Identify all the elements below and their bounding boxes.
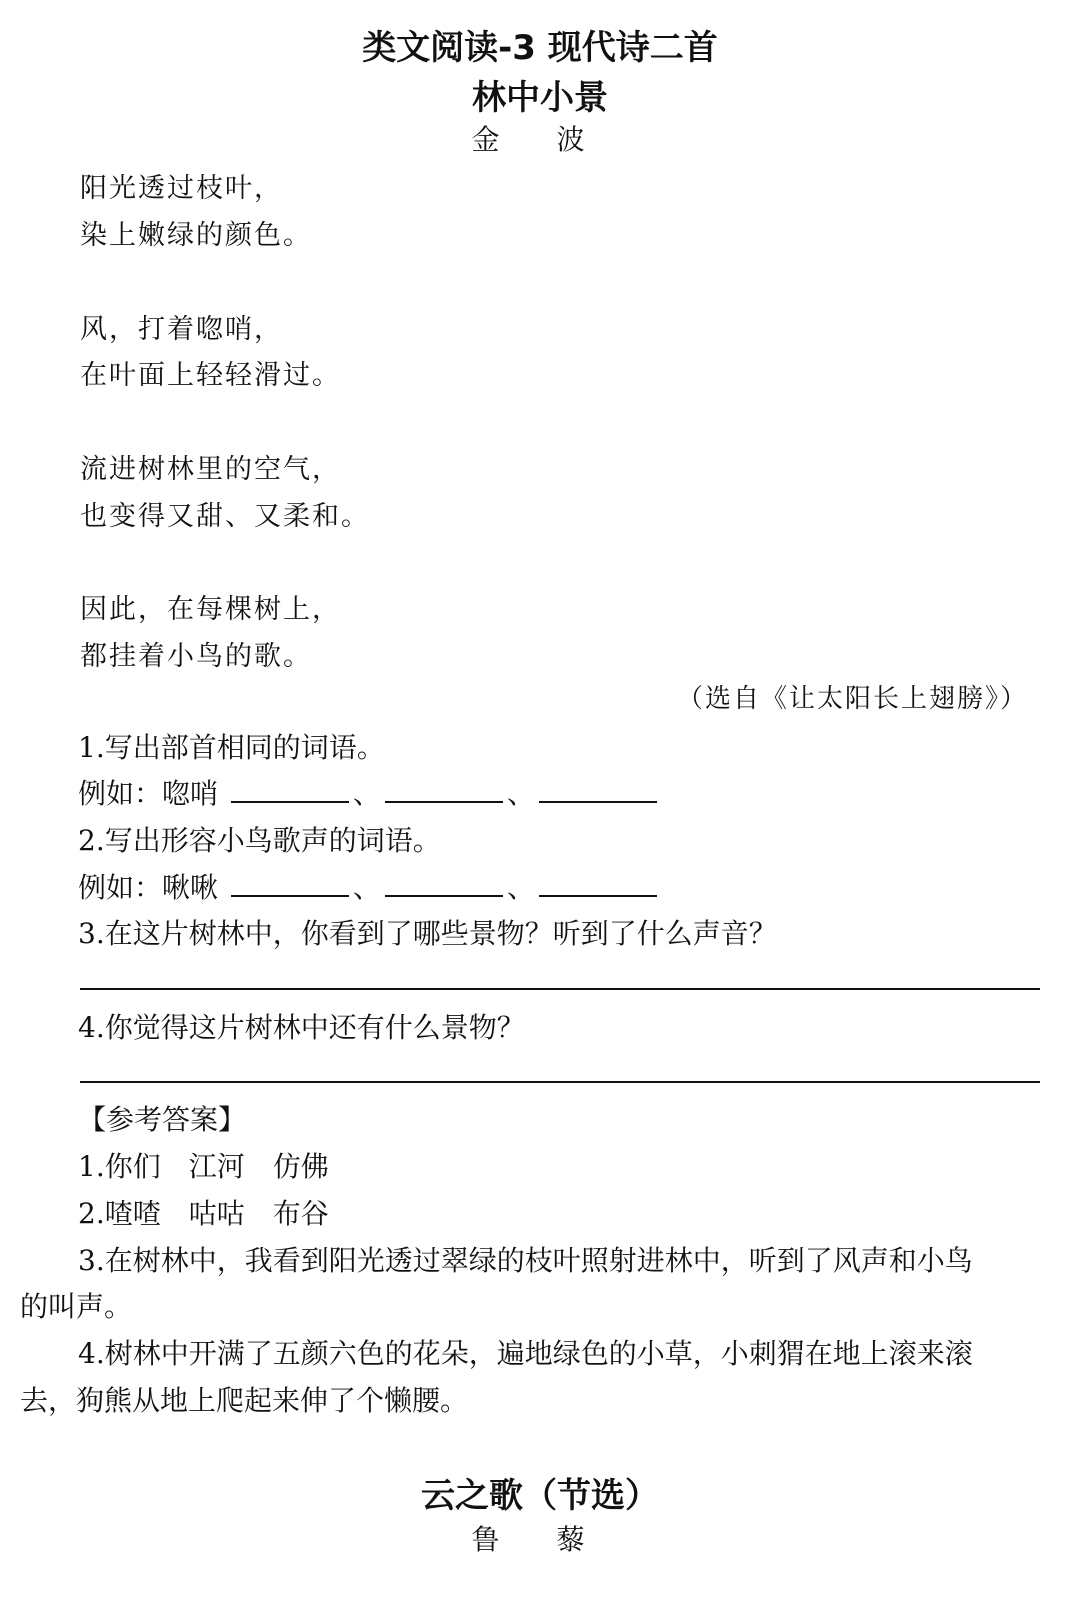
answer-3-line2: 的叫声。	[20, 1290, 133, 1323]
answers-heading: 【参考答案】	[78, 1103, 247, 1136]
poem-line: 阳光透过枝叶，	[80, 173, 283, 204]
question-1: 1.写出部首相同的词语。	[78, 731, 385, 764]
separator: 、	[352, 871, 381, 904]
poem-line: 流进树林里的空气，	[80, 454, 341, 485]
answer-blank[interactable]	[385, 775, 503, 803]
poem-line: 在叶面上轻轻滑过。	[80, 360, 341, 391]
poem-line: 风，打着唿哨，	[80, 314, 283, 345]
poem1-title: 林中小景	[472, 78, 608, 118]
poem1-author: 金 波	[471, 123, 609, 156]
separator: 、	[506, 777, 535, 810]
question-2: 2.写出形容小鸟歌声的词语。	[78, 824, 441, 857]
poem2-title: 云之歌（节选）	[421, 1476, 659, 1516]
question-3: 3.在这片树林中，你看到了哪些景物？听到了什么声音？	[78, 917, 777, 950]
question-2-example	[78, 866, 661, 906]
poem2-author: 鲁 藜	[471, 1523, 609, 1556]
answer-2: 2.喳喳 咕咕 布谷	[78, 1197, 329, 1230]
answer-blank[interactable]	[539, 775, 657, 803]
example-word: 例如：啾啾	[78, 871, 219, 904]
answer-blank[interactable]	[385, 869, 503, 897]
poem1-source: （选自《让太阳长上翅膀》）	[676, 684, 1028, 714]
answer-blank[interactable]	[539, 869, 657, 897]
answer-3-line1: 3.在树林中，我看到阳光透过翠绿的枝叶照射进林中，听到了风声和小鸟	[78, 1244, 973, 1277]
answer-blank[interactable]	[231, 775, 349, 803]
page-title: 类文阅读-3 现代诗二首	[362, 28, 718, 68]
answer-line[interactable]	[80, 1081, 1040, 1083]
poem-line: 都挂着小鸟的歌。	[80, 641, 312, 672]
example-word: 例如：唿哨	[78, 777, 219, 810]
answer-line[interactable]	[80, 988, 1040, 990]
answer-blank[interactable]	[231, 869, 349, 897]
answer-1: 1.你们 江河 仿佛	[78, 1150, 329, 1183]
poem-line: 染上嫩绿的颜色。	[80, 220, 312, 251]
question-1-example	[78, 772, 661, 812]
answer-4-line2: 去，狗熊从地上爬起来伸了个懒腰。	[20, 1384, 469, 1417]
poem-line: 因此，在每棵树上，	[80, 594, 341, 625]
separator: 、	[352, 777, 381, 810]
question-4: 4.你觉得这片树林中还有什么景物？	[78, 1011, 525, 1044]
separator: 、	[506, 871, 535, 904]
poem-line: 也变得又甜、又柔和。	[80, 501, 370, 532]
answer-4-line1: 4.树林中开满了五颜六色的花朵，遍地绿色的小草，小刺猬在地上滚来滚	[78, 1337, 973, 1370]
